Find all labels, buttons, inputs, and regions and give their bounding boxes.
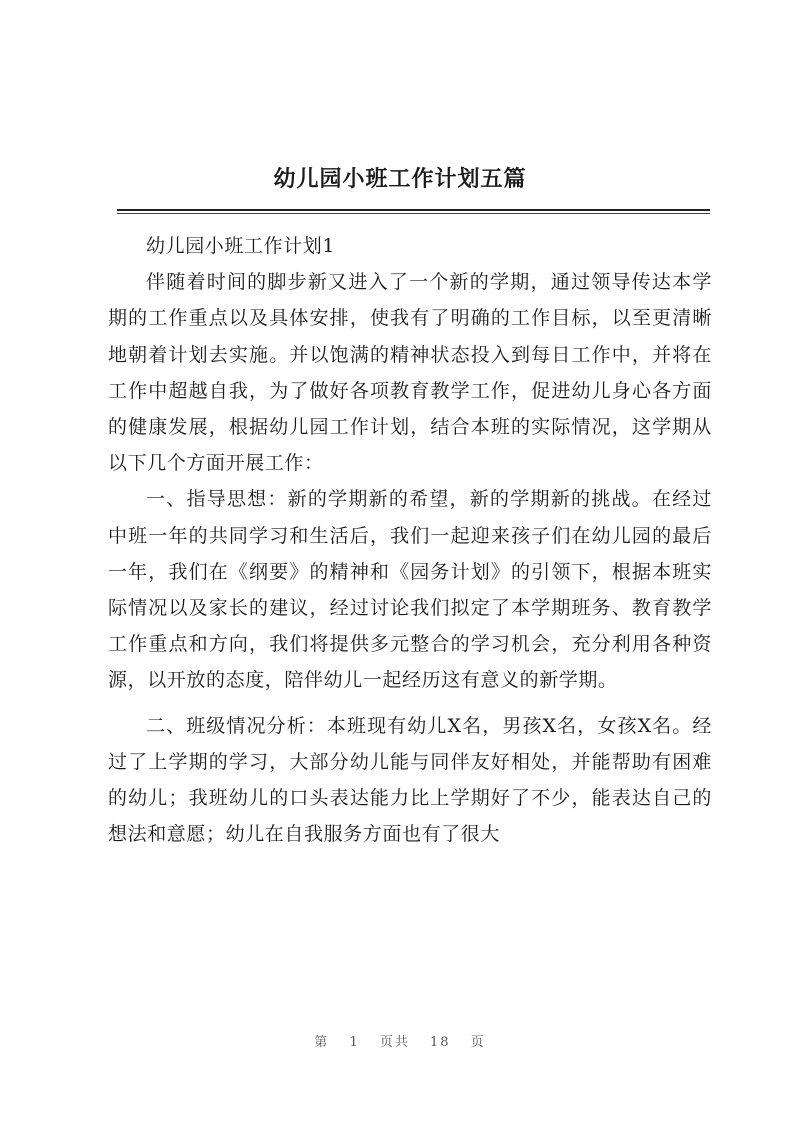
- title-underline: [117, 209, 710, 211]
- paragraph-guiding-thought: 一、指导思想：新的学期新的希望，新的学期新的挑战。在经过中班一年的共同学习和生活后，我们一起迎来孩子们在幼儿园的最后一年，我们在《纲要》的精神和《园务计划》的引领下，根据本班实际情况以及家长的建议，经过讨论我们拟定了本学期班务、教育教学工作重点和方向，我们将提供多元整合的学习机会，充分利用各种资源，以开放的态度，陪伴幼儿一起经历这有意义的新学期。: [108, 488, 712, 692]
- footer-suffix: 页: [470, 1035, 486, 1050]
- paragraph-class-analysis: 二、班级情况分析：本班现有幼儿X名，男孩X名，女孩X名。经过了上学期的学习，大部分幼儿能与同伴友好相处，并能帮助有困难的幼儿；我班幼儿的口头表达能力比上学期好了不少，能表达自己的想法和意愿；幼儿在自我服务方面也有了很大: [108, 714, 712, 846]
- footer-current-page: 1: [349, 1035, 360, 1050]
- title-underline-thin: [117, 213, 710, 214]
- footer-total-pages: 18: [430, 1035, 451, 1050]
- footer-mid: 页共: [379, 1035, 410, 1050]
- document-title: 幼儿园小班工作计划五篇: [273, 166, 527, 192]
- document-body: [108, 228, 712, 852]
- page-footer: [0, 1031, 800, 1050]
- footer-prefix: 第: [314, 1035, 330, 1050]
- section-heading: 幼儿园小班工作计划1: [146, 235, 336, 257]
- paragraph-intro: 伴随着时间的脚步新又进入了一个新的学期，通过领导传达本学期的工作重点以及具体安排，使我有了明确的工作目标，以至更清晰地朝着计划去实施。并以饱满的精神状态投入到每日工作中，并将在工作中超越自我，为了做好各项教育教学工作，促进幼儿身心各方面的健康发展，根据幼儿园工作计划，结合本班的实际情况，这学期从以下几个方面开展工作：: [108, 271, 712, 475]
